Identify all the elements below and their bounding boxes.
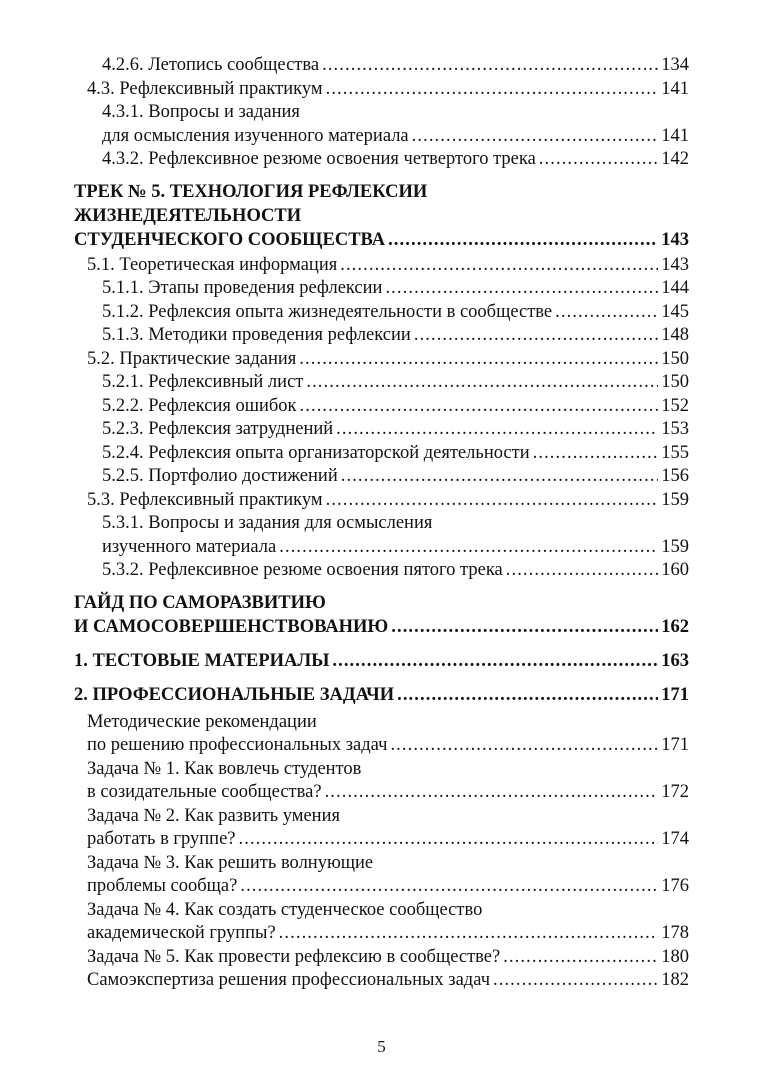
toc-entry-title: 4.3.1. Вопросы и задания — [102, 102, 300, 122]
dot-leader — [533, 442, 659, 466]
toc-entry — [74, 101, 689, 148]
toc-section-heading — [74, 591, 689, 639]
toc-entry-title: 5.3. Рефлексивный практикум — [87, 489, 323, 510]
toc-entry — [74, 395, 689, 419]
toc-entry — [74, 969, 689, 993]
toc-page-number: 141 — [661, 125, 689, 146]
dot-leader — [326, 78, 659, 102]
dot-leader — [332, 649, 658, 673]
toc-entry — [74, 758, 689, 805]
toc-entry-title: 5.2. Практические задания — [87, 348, 297, 369]
dot-leader — [325, 781, 659, 805]
dot-leader — [279, 536, 658, 560]
toc-entry — [74, 946, 689, 970]
toc-entry-title: 5.2.5. Портфолио достижений — [102, 466, 338, 486]
toc-page-number: 180 — [661, 946, 689, 967]
toc-entry-title: 4.2.6. Летопись сообщества — [102, 55, 320, 75]
toc-entry-title: 5.1. Теоретическая информация — [87, 254, 338, 275]
toc-entry-title: Задача № 4. Как создать студенческое сообщество — [87, 899, 483, 920]
toc-entry-title: Задача № 5. Как провести рефлексию в сообществе? — [87, 946, 501, 967]
toc-entry — [74, 465, 689, 489]
toc-entry-title: 2. ПРОФЕССИОНАЛЬНЫЕ ЗАДАЧИ — [74, 684, 395, 705]
dot-leader — [390, 734, 658, 758]
toc-entry — [74, 805, 689, 852]
dot-leader — [391, 615, 658, 639]
toc-entry-title: Задача № 2. Как развить умения — [87, 805, 340, 826]
toc-page-number: 159 — [661, 489, 689, 510]
toc-section-heading — [74, 180, 689, 252]
toc-entry — [74, 254, 689, 278]
toc-entry — [74, 348, 689, 372]
toc-entry-title: 5.2.4. Рефлексия опыта организаторской деятельности — [102, 442, 530, 463]
dot-leader — [397, 683, 658, 707]
toc-entry-title: для осмысления изученного материала — [102, 125, 409, 146]
toc-entry-title: 5.1.3. Методики проведения рефлексии — [102, 325, 411, 345]
toc-entry — [74, 301, 689, 325]
toc-entry — [74, 277, 689, 301]
toc-entry — [74, 489, 689, 513]
dot-leader — [306, 371, 658, 395]
dot-leader — [555, 301, 658, 325]
dot-leader — [300, 395, 659, 419]
toc-page-number: 142 — [661, 149, 689, 169]
toc-entry-title: 5.2.2. Рефлексия ошибок — [102, 395, 297, 416]
dot-leader — [240, 875, 658, 899]
toc-section-heading — [74, 649, 689, 673]
toc-entry — [74, 442, 689, 466]
toc-entry-title: 5.2.3. Рефлексия затруднений — [102, 419, 334, 439]
toc-page-number: 152 — [661, 395, 689, 416]
toc-entry-title: ТРЕК № 5. ТЕХНОЛОГИЯ РЕФЛЕКСИИ — [74, 181, 428, 202]
toc-entry-title: 5.3.1. Вопросы и задания для осмысления — [102, 513, 433, 533]
dot-leader — [503, 946, 658, 970]
toc-entry — [74, 324, 689, 348]
toc-entry-title: 5.3.2. Рефлексивное резюме освоения пятого трека — [102, 560, 503, 580]
dot-leader — [493, 969, 658, 993]
toc-page-number: 153 — [661, 419, 689, 439]
toc-page-number: 134 — [661, 55, 689, 75]
toc-entry — [74, 899, 689, 946]
dot-leader — [326, 489, 659, 513]
toc-entry-title: Задача № 1. Как вовлечь студентов — [87, 758, 362, 779]
toc-page-number: 143 — [661, 254, 689, 275]
dot-leader — [279, 922, 659, 946]
toc-page-number: 159 — [661, 536, 689, 557]
toc-entry — [74, 54, 689, 78]
toc-page-number: 148 — [661, 325, 689, 345]
toc-entry — [74, 371, 689, 395]
dot-leader — [239, 828, 659, 852]
toc-entry — [74, 852, 689, 899]
toc-page-number: 141 — [661, 78, 689, 99]
toc-page-number: 163 — [661, 650, 689, 671]
toc-entry-title: изученного материала — [102, 536, 277, 557]
dot-leader — [322, 54, 658, 78]
toc-entry-title: Методические рекомендации — [87, 711, 317, 732]
toc-page-number: 155 — [661, 442, 689, 463]
toc-entry-title: в созидательные сообщества? — [87, 782, 322, 802]
toc-entry-title: 5.1.2. Рефлексия опыта жизнедеятельности в сообществе — [102, 301, 553, 322]
toc-page-number: 150 — [661, 372, 689, 392]
dot-leader — [336, 418, 658, 442]
toc-entry-title: 4.3.2. Рефлексивное резюме освоения четвертого трека — [102, 149, 536, 169]
dot-leader — [299, 348, 658, 372]
toc-entry-title: Самоэкспертиза решения профессиональных задач — [87, 970, 490, 990]
toc-entry-title: работать в группе? — [87, 829, 236, 849]
toc-entry — [74, 711, 689, 758]
toc-page-number: 145 — [661, 301, 689, 322]
toc-entry-title: 5.2.1. Рефлексивный лист — [102, 372, 304, 392]
toc-entry — [74, 512, 689, 559]
dot-leader — [539, 148, 658, 172]
toc-entry-title: Задача № 3. Как решить волнующие — [87, 852, 374, 873]
toc-entry-title: академической группы? — [87, 923, 276, 943]
toc-entry — [74, 148, 689, 172]
toc-page-number: 182 — [661, 970, 689, 990]
dot-leader — [414, 324, 658, 348]
toc-entry-title: СТУДЕНЧЕСКОГО СООБЩЕСТВА — [74, 229, 386, 250]
dot-leader — [388, 228, 658, 252]
page-number: 5 — [377, 1037, 386, 1056]
toc-page-number: 176 — [661, 876, 689, 896]
toc-entry-title: ГАЙД ПО САМОРАЗВИТИЮ — [74, 592, 326, 613]
toc-section-heading — [74, 683, 689, 707]
toc-entry-title: 1. ТЕСТОВЫЕ МАТЕРИАЛЫ — [74, 650, 330, 671]
dot-leader — [341, 465, 659, 489]
toc-page-number: 172 — [661, 782, 689, 802]
table-of-contents — [74, 54, 689, 993]
toc-page-number: 144 — [661, 278, 689, 298]
toc-page-number: 171 — [661, 684, 689, 705]
toc-entry — [74, 78, 689, 102]
toc-entry-title: 4.3. Рефлексивный практикум — [87, 78, 323, 99]
toc-entry-title: проблемы сообща? — [87, 876, 238, 896]
dot-leader — [385, 277, 658, 301]
toc-entry-title: И САМОСОВЕРШЕНСТВОВАНИЮ — [74, 616, 389, 637]
toc-page-number: 178 — [661, 923, 689, 943]
toc-page-number: 162 — [661, 616, 689, 637]
dot-leader — [412, 125, 659, 149]
toc-page-number: 160 — [661, 560, 689, 580]
toc-page-number: 156 — [661, 466, 689, 486]
dot-leader — [340, 254, 658, 278]
toc-entry — [74, 559, 689, 583]
toc-entry-title: ЖИЗНЕДЕЯТЕЛЬНОСТИ — [74, 205, 302, 226]
toc-entry-title: по решению профессиональных задач — [87, 735, 388, 755]
toc-page-number: 174 — [661, 829, 689, 849]
dot-leader — [506, 559, 659, 583]
toc-page-number: 143 — [661, 229, 689, 250]
toc-entry — [74, 418, 689, 442]
toc-entry-title: 5.1.1. Этапы проведения рефлексии — [102, 278, 383, 298]
toc-page-number: 171 — [661, 735, 689, 755]
toc-page-number: 150 — [661, 348, 689, 369]
